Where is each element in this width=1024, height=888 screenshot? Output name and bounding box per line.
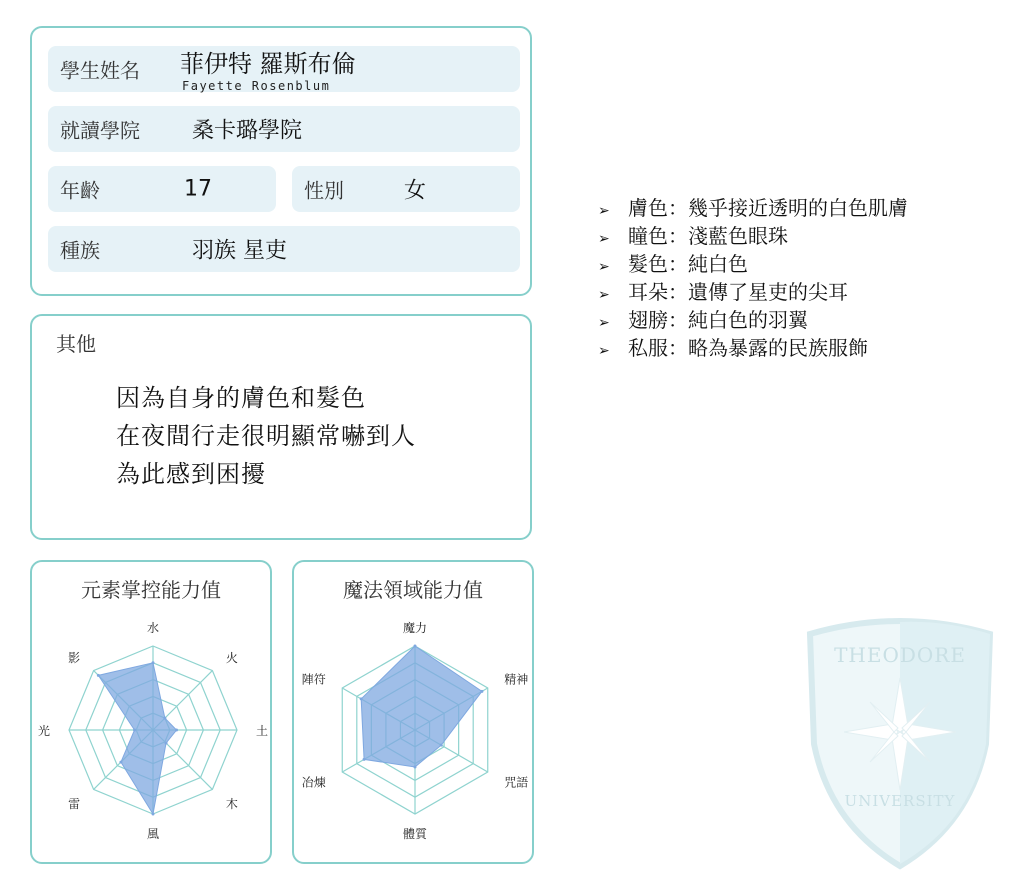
- radar-point: [163, 717, 166, 720]
- magic-chart-card: [292, 560, 534, 864]
- list-item: ➢ 耳朵：遺傳了星吏的尖耳: [598, 278, 908, 306]
- list-item: ➢ 膚色：幾乎接近透明的白色肌膚: [598, 194, 908, 222]
- other-line: 在夜間行走很明顯常嚇到人: [116, 422, 416, 450]
- arrow-bullet-icon: ➢: [598, 231, 610, 247]
- other-line: 因為自身的膚色和髮色: [116, 384, 366, 412]
- list-item: ➢ 髮色：純白色: [598, 250, 908, 278]
- radar-point: [440, 744, 443, 747]
- other-title: 其他: [56, 332, 96, 356]
- student-name-chinese: 菲伊特 羅斯布倫: [180, 50, 356, 78]
- arrow-bullet-icon: ➢: [598, 287, 610, 303]
- radar-axis-label: 土: [256, 724, 269, 738]
- other-card: [30, 314, 532, 540]
- radar-axis-label: 光: [37, 724, 50, 738]
- radar-point: [414, 765, 417, 768]
- name-label: 學生姓名: [60, 58, 140, 83]
- arrow-bullet-icon: ➢: [598, 315, 610, 331]
- other-line: 為此感到困擾: [116, 460, 266, 488]
- school-value: 桑卡璐學院: [192, 118, 303, 144]
- age-field: [48, 166, 276, 212]
- radar-point: [480, 690, 483, 693]
- name-field: [48, 46, 520, 92]
- gender-label: 性別: [304, 178, 344, 203]
- radar-point: [363, 758, 366, 761]
- radar-axis-label: 影: [68, 651, 81, 666]
- radar-series-area: [361, 646, 482, 767]
- radar-point: [152, 813, 155, 816]
- list-item: ➢ 瞳色：淺藍色眼珠: [598, 222, 908, 250]
- radar-point: [175, 729, 178, 732]
- race-label: 種族: [60, 238, 100, 263]
- school-field: [48, 106, 520, 152]
- radar-axis-label: 體質: [402, 827, 428, 841]
- radar-axis-label: 陣符: [301, 672, 326, 687]
- race-value: 羽族 星吏: [192, 238, 287, 264]
- student-name-english: Fayette Rosenblum: [182, 79, 331, 93]
- university-crest-watermark: [800, 614, 1000, 874]
- chart-title: 魔法領域能力值: [343, 578, 483, 602]
- radar-axis-label: 火: [225, 651, 238, 666]
- radar-point: [414, 645, 417, 648]
- list-item: ➢ 翅膀：純白色的羽翼: [598, 306, 908, 334]
- radar-axis-label: 精神: [504, 672, 529, 687]
- radar-point: [133, 729, 136, 732]
- radar-point: [119, 761, 122, 764]
- radar-axis-label: 木: [225, 796, 238, 811]
- arrow-bullet-icon: ➢: [598, 203, 610, 219]
- radar-axis-label: 冶煉: [301, 775, 326, 790]
- gender-field: [292, 166, 520, 212]
- element-radar-chart: [30, 560, 272, 864]
- radar-point: [165, 742, 168, 745]
- element-chart-card: [30, 560, 272, 864]
- magic-radar-chart: [292, 560, 534, 864]
- radar-point: [360, 697, 363, 700]
- crest-top-text: THEODORE: [834, 643, 966, 667]
- list-item: ➢ 私服：略為暴露的民族服飾: [598, 334, 908, 362]
- gender-value: 女: [404, 178, 427, 204]
- radar-axis-label: 魔力: [402, 621, 428, 635]
- feature-list: [598, 194, 908, 362]
- age-value: 17: [184, 176, 212, 202]
- radar-point: [97, 674, 100, 677]
- arrow-bullet-icon: ➢: [598, 259, 610, 275]
- arrow-bullet-icon: ➢: [598, 343, 610, 359]
- school-label: 就讀學院: [60, 118, 140, 143]
- radar-axis-label: 雷: [68, 796, 81, 811]
- chart-title: 元素掌控能力值: [81, 578, 221, 602]
- crest-bottom-text: UNIVERSITY: [844, 792, 956, 810]
- radar-axis-label: 風: [146, 827, 160, 841]
- radar-point: [152, 661, 155, 664]
- radar-axis-label: 水: [146, 621, 160, 635]
- profile-card: [30, 26, 532, 296]
- radar-axis-label: 咒語: [504, 775, 529, 790]
- age-label: 年齡: [60, 178, 100, 203]
- race-field: [48, 226, 520, 272]
